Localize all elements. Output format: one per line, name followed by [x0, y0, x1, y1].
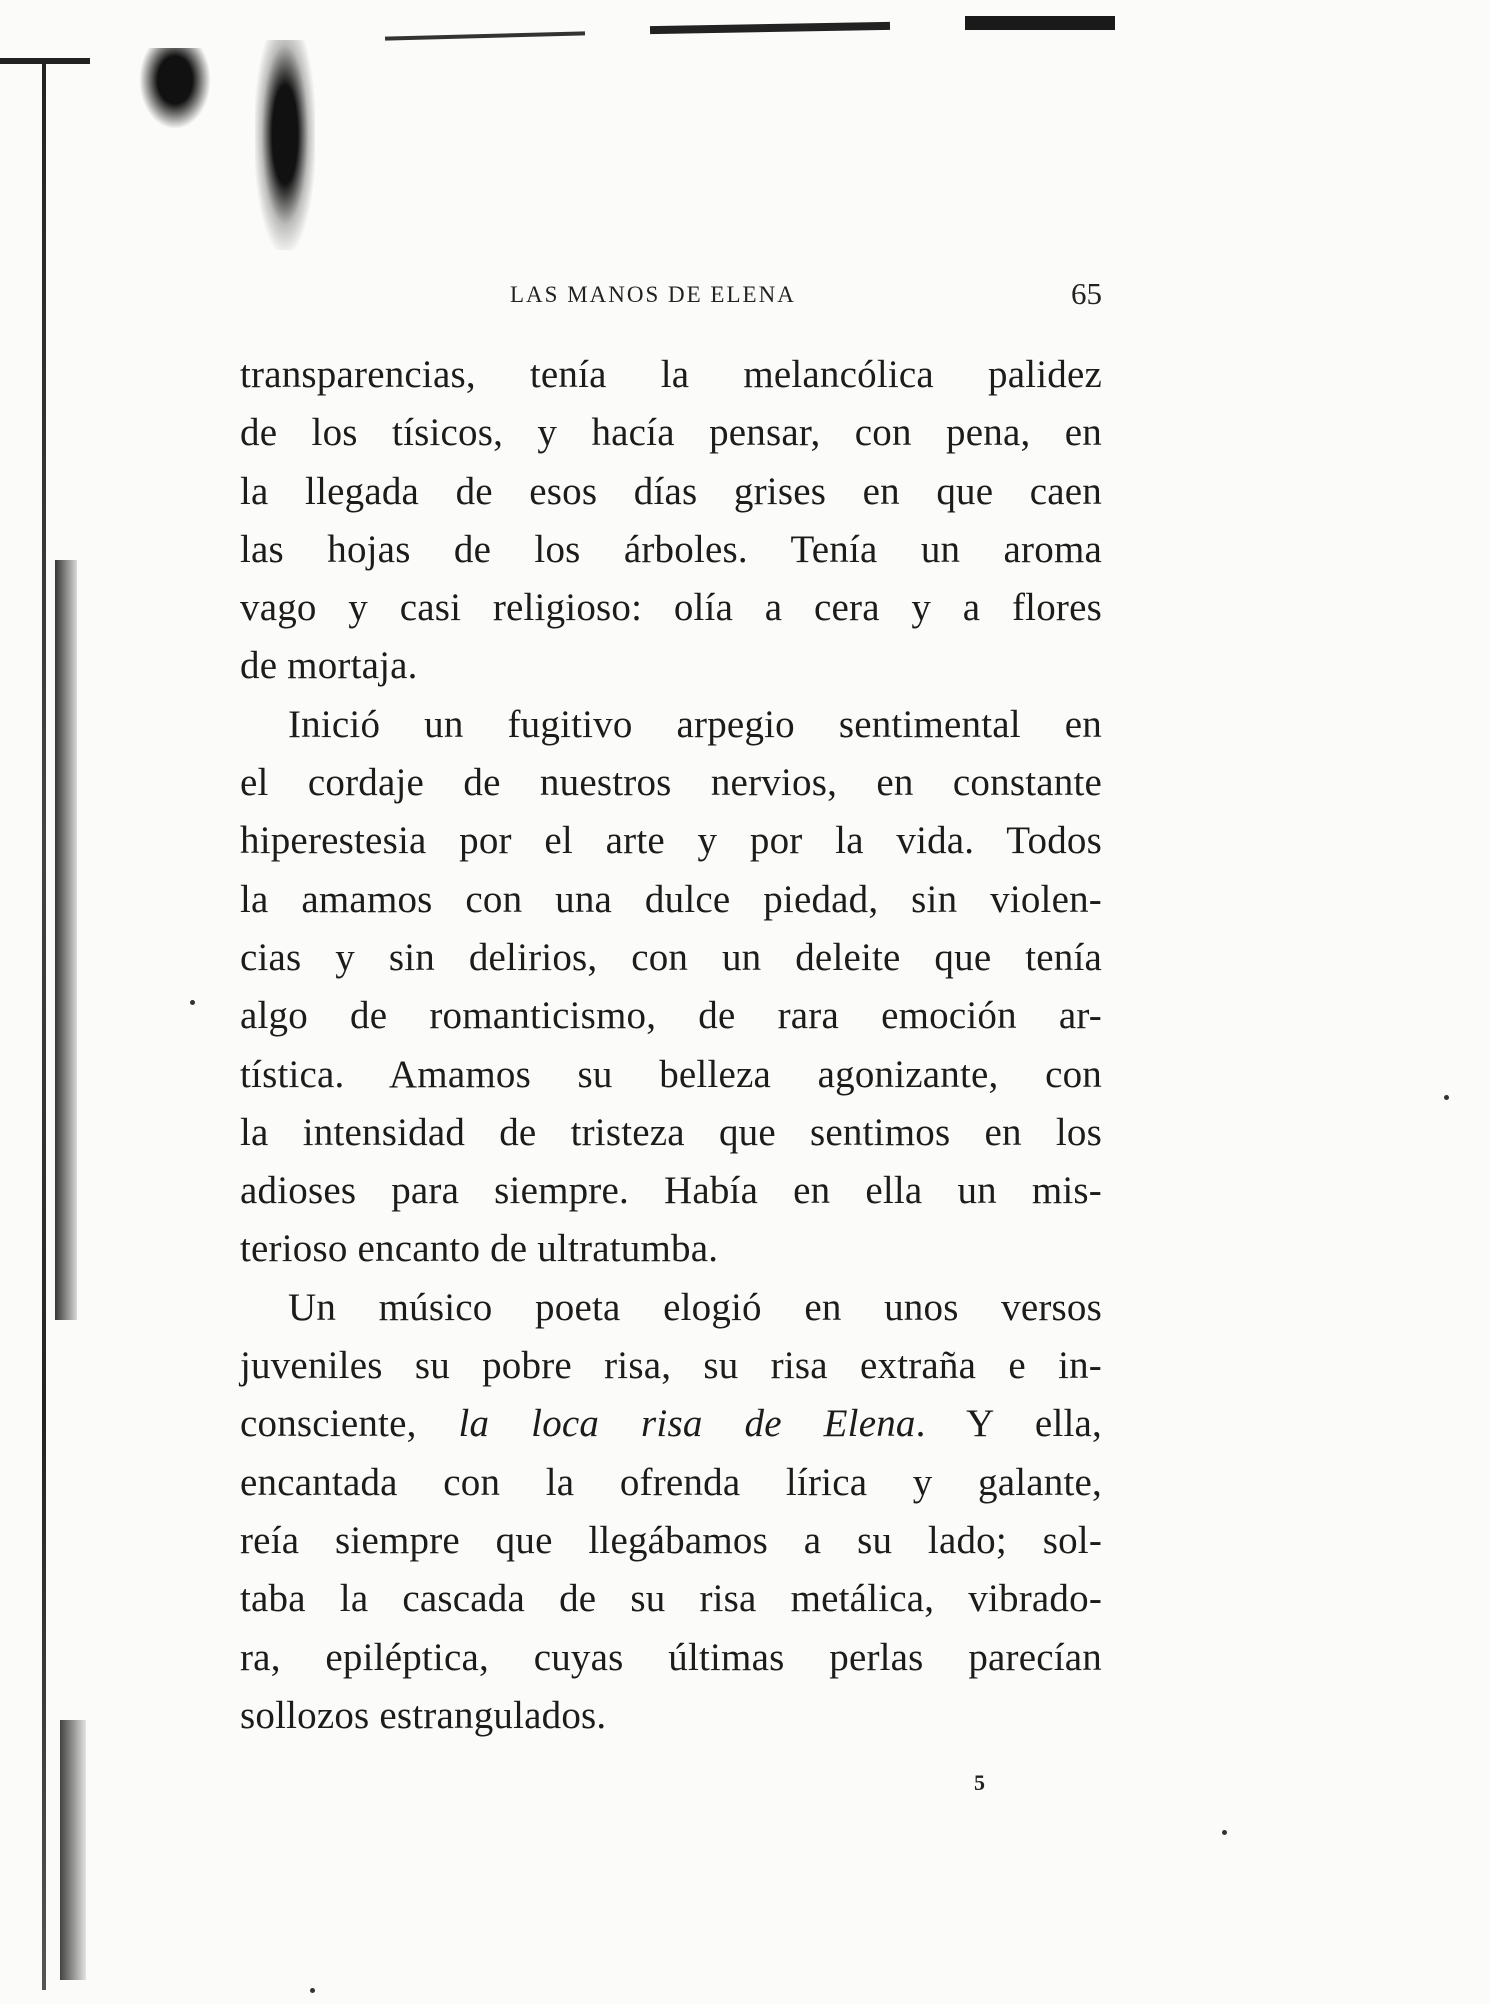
scan-smudge	[55, 560, 77, 1320]
text-line: terioso encanto de ultratumba.	[240, 1227, 719, 1271]
scan-edge-top	[385, 31, 585, 40]
scan-edge-top	[965, 16, 1115, 30]
text-line: la intensidad de tristeza que sentimos en los	[240, 1110, 1102, 1154]
scan-speck	[1444, 1095, 1449, 1100]
text-segment: consciente,	[240, 1402, 459, 1446]
text-line: sollozos estrangulados.	[240, 1693, 607, 1737]
scan-blot	[140, 48, 210, 128]
text-line: encantada con la ofrenda lírica y galante,	[240, 1460, 1102, 1504]
scan-speck	[1222, 1830, 1227, 1835]
scan-edge-left	[42, 60, 46, 1990]
text-line: reía siempre que llegábamos a su lado; sol-	[240, 1518, 1102, 1562]
scan-blot	[255, 40, 315, 250]
italic-quote: la loca risa de Elena	[458, 1402, 916, 1446]
text-line-with-italic	[240, 1395, 1102, 1453]
text-line: de mortaja.	[240, 644, 418, 688]
scan-smudge	[60, 1720, 86, 1980]
scan-speck	[190, 1000, 195, 1005]
text-line: taba la cascada de su risa metálica, vibrado-	[240, 1577, 1102, 1621]
page-number: 65	[1071, 276, 1102, 311]
text-line: juveniles su pobre risa, su risa extraña e in-	[240, 1344, 1102, 1388]
text-line: las hojas de los árboles. Tenía un aroma	[240, 527, 1102, 571]
text-line: Inició un fugitivo arpegio sentimental en	[288, 702, 1102, 746]
running-head	[240, 278, 1102, 318]
text-line: cias y sin delirios, con un deleite que tenía	[240, 935, 1102, 979]
text-line: transparencias, tenía la melancólica palidez	[240, 353, 1102, 396]
text-line: ra, epiléptica, cuyas últimas perlas parecían	[240, 1635, 1102, 1679]
signature-mark: 5	[974, 1770, 985, 1795]
scan-edge-top	[650, 22, 890, 34]
text-line: vago y casi religioso: olía a cera y a flores	[240, 586, 1102, 630]
scan-edge-top-left	[0, 58, 90, 64]
text-line: tística. Amamos su belleza agonizante, con	[240, 1052, 1102, 1096]
text-line: el cordaje de nuestros nervios, en constante	[240, 761, 1102, 805]
text-segment: . Y ella,	[915, 1402, 1102, 1446]
text-line: la amamos con una dulce piedad, sin violen-	[240, 877, 1102, 921]
text-line: la llegada de esos días grises en que caen	[240, 469, 1102, 513]
scan-speck	[310, 1988, 315, 1993]
body-text	[240, 346, 1102, 1745]
text-line: algo de romanticismo, de rara emoción ar-	[240, 994, 1102, 1038]
text-line: adioses para siempre. Había en ella un mis-	[240, 1169, 1102, 1213]
text-line: de los tísicos, y hacía pensar, con pena, en	[240, 411, 1102, 455]
text-line: Un músico poeta elogió en unos versos	[288, 1285, 1102, 1329]
text-line: hiperestesia por el arte y por la vida. Todos	[240, 819, 1102, 863]
running-title: LAS MANOS DE ELENA	[510, 282, 796, 307]
